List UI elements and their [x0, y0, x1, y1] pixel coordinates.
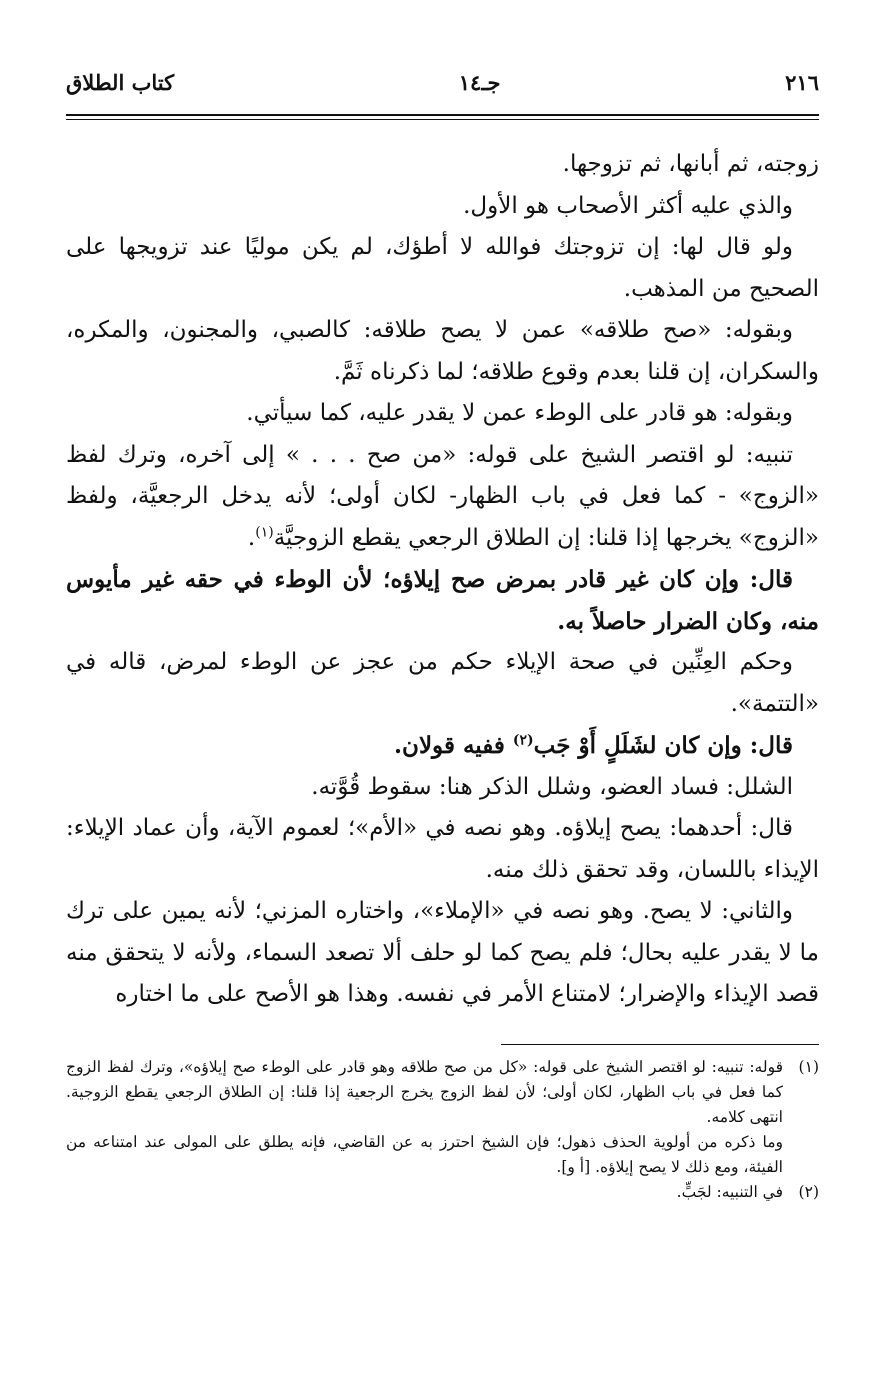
footnote-line: في التنبيه: لجَبٍّ. [676, 1182, 783, 1201]
paragraph-with-note [66, 725, 819, 767]
paragraph-with-note: تنبيه: لو اقتصر الشيخ على قوله: «من صح . . . » إلى آخره، وترك لفظ «الزوج» - كما فعل في باب الظهار- لكان أولى؛ لأنه يدخل الرجعيَّة، ولفظ «الزوج» يخرجها إذا قلنا: إن الطلاق الرجعي يقطع الزوجيَّة$^{(١)}$. [66, 441, 819, 551]
paragraph: وبقوله: هو قادر على الوطء عمن لا يقدر عليه، كما سيأتي. [246, 400, 793, 426]
footnote-ref: (٢) [512, 732, 534, 749]
footnote [66, 1055, 819, 1180]
header-rule-thick [66, 114, 819, 116]
footnote-line: وما ذكره من أولوية الحذف ذهول؛ فإن الشيخ احترز به عن القاضي، فإنه يطلق على المولى عند امتناعه من الفيئة، ومع ذلك لا يصح إيلاؤه. [أ و]. [66, 1132, 783, 1176]
footnote-number: (٢) [798, 1182, 819, 1201]
paragraph: وحكم العِنِّين في صحة الإيلاء حكم من عجز عن الوطء لمرض، قاله في «التتمة». [66, 649, 819, 717]
running-header [66, 70, 819, 110]
paragraph: قال: وإن كان غير قادر بمرض صح إيلاؤه؛ لأن الوطء في حقه غير مأيوس منه، وكان الضرار حاصلاً به. [66, 566, 819, 635]
book-title: كتاب الطلاق [66, 70, 175, 95]
paragraph: وبقوله: «صح طلاقه» عمن لا يصح طلاقه: كالصبي، والمجنون، والمكره، والسكران، إن قلنا بعدم وقوع طلاقه؛ لما ذكرناه ثَمَّ. [66, 317, 819, 385]
paragraph-text: تنبيه: لو اقتصر الشيخ على قوله: «من صح . . . » إلى آخره، وترك لفظ «الزوج» - كما فعل في باب الظهار- لكان أولى؛ لأنه يدخل الرجعيَّة، ولفظ «الزوج» يخرجها إذا قلنا: إن الطلاق الرجعي يقطع الزوجيَّة [66, 441, 819, 551]
paragraph: والذي عليه أكثر الأصحاب هو الأول. [463, 192, 793, 219]
paragraph-text: قال: وإن كان لشَلَلٍ أَوْ جَب [533, 732, 793, 759]
footnotes [66, 1055, 819, 1205]
paragraph: زوجته، ثم أبانها، ثم تزوجها. [562, 151, 819, 177]
footnote-line: قوله: تنبيه: لو اقتصر الشيخ على قوله: «كل من صح طلاقه وهو قادر على الوطء صح إيلاؤه»، وترك لفظ الزوج كما فعل في باب الظهار، لكان أولى؛ لأن لفظ الزوج يخرج الرجعية إذا قلنا: إن الطلاق الرجعي يقطع الزوجية. انتهى كلامه. [66, 1057, 783, 1126]
footnote-ref: (١) [255, 523, 274, 540]
volume-label: جـ١٤ [458, 70, 501, 95]
footnote [66, 1180, 819, 1205]
footnote-rule [501, 1044, 819, 1045]
paragraph-text: ففيه قولان. [394, 732, 505, 759]
paragraph: ولو قال لها: إن تزوجتك فوالله لا أطؤك، لم يكن موليًا عند تزويجها على الصحيح من المذهب. [66, 234, 819, 302]
paragraph: قال: أحدهما: يصح إيلاؤه. وهو نصه في «الأم»؛ لعموم الآية، وأن عماد الإيلاء: الإيذاء باللسان، وقد تحقق ذلك منه. [66, 815, 819, 883]
page-number: ٢١٦ [785, 70, 819, 95]
paragraph: والثاني: لا يصح. وهو نصه في «الإملاء»، واختاره المزني؛ لأنه يمين على ترك ما لا يقدر عليه بحال؛ فلم يصح كما لو حلف ألا تصعد السماء، ولأنه لا يتحقق منه قصد الإيذاء والإضرار؛ لامتناع الأمر في نفسه. وهذا هو الأصح على ما اختاره [66, 898, 819, 1007]
footnote-number: (١) [798, 1057, 819, 1076]
main-text [66, 144, 819, 1016]
header-rule-thin [66, 119, 819, 120]
paragraph: الشلل: فساد العضو، وشلل الذكر هنا: سقوط قُوَّته. [311, 773, 793, 800]
